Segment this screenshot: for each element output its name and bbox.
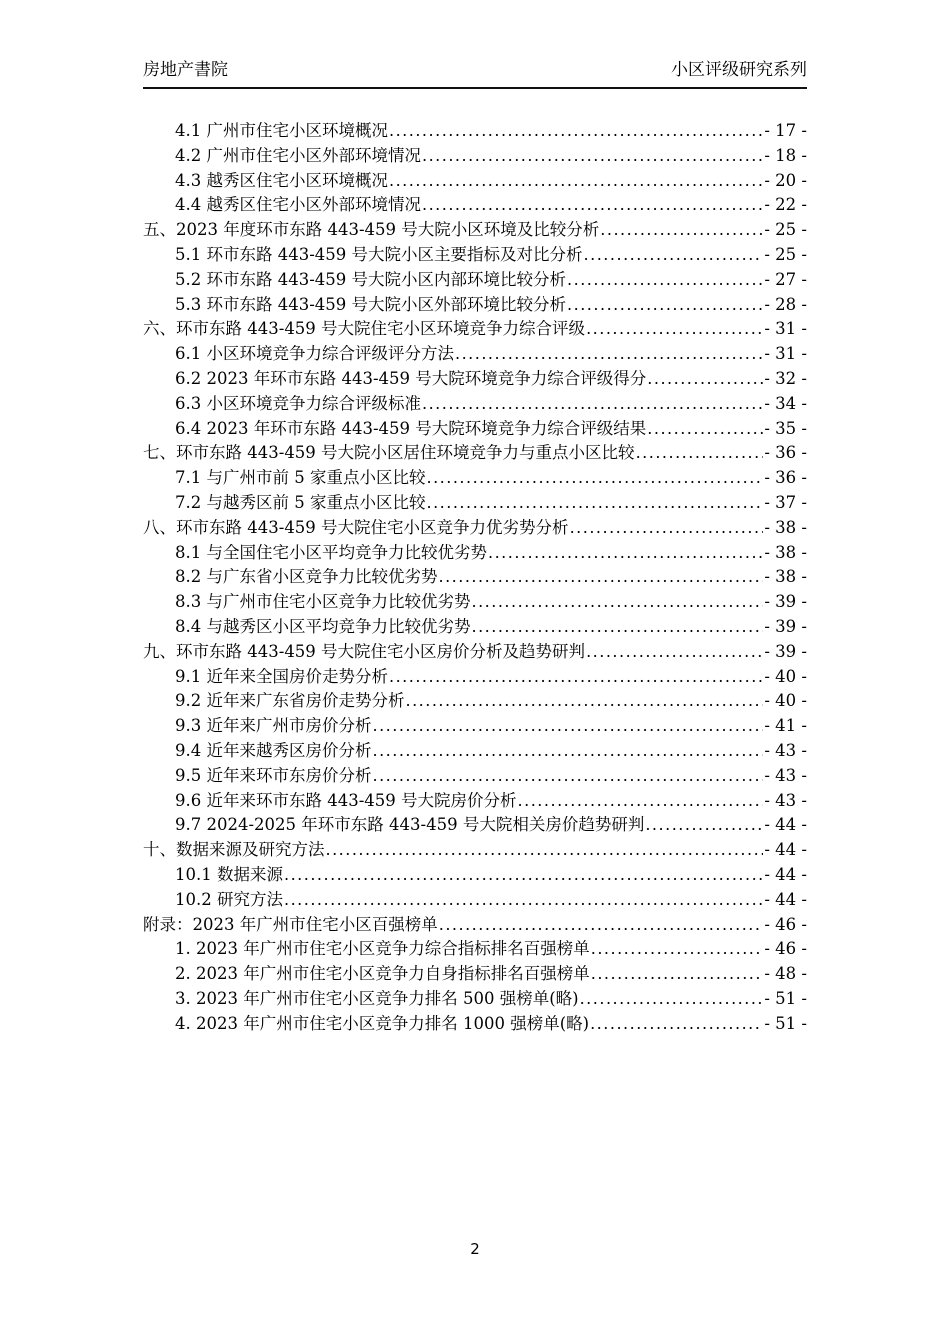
toc-entry-page: - 22 - [764, 195, 807, 215]
toc-entry[interactable] [143, 293, 807, 318]
toc-entry-title: 1. 2023 年广州市住宅小区竞争力综合指标排名百强榜单 [175, 939, 590, 959]
dot-leader [284, 863, 763, 888]
toc-entry-title: 8.3 与广州市住宅小区竞争力比较优劣势 [175, 592, 471, 612]
dot-leader [647, 417, 763, 442]
toc-entry[interactable] [143, 466, 807, 491]
toc-entry[interactable] [143, 342, 807, 367]
toc-entry-page: - 17 - [764, 121, 807, 140]
toc-entry-title: 6.4 2023 年环市东路 443-459 号大院环境竞争力综合评级结果 [175, 418, 647, 438]
toc-entry-page: - 28 - [764, 294, 807, 314]
dot-leader [488, 541, 763, 566]
dot-leader [426, 491, 763, 516]
toc-entry-title: 十、数据来源及研究方法 [143, 840, 325, 860]
dot-leader [636, 441, 764, 466]
toc-entry[interactable] [143, 590, 807, 615]
toc-entry-title: 4. 2023 年广州市住宅小区竞争力排名 1000 强榜单(略) [175, 1013, 590, 1033]
dot-leader [326, 838, 764, 863]
toc-entry[interactable] [143, 739, 807, 764]
toc-entry[interactable] [143, 218, 807, 243]
toc-entry-page: - 46 - [764, 939, 807, 959]
toc-entry-page: - 39 - [764, 641, 807, 661]
toc-entry-page: - 41 - [764, 716, 807, 736]
toc-entry[interactable] [143, 789, 807, 814]
dot-leader [389, 169, 763, 194]
toc-entry-title: 6.3 小区环境竞争力综合评级标准 [175, 393, 421, 413]
toc-entry-title: 9.4 近年来越秀区房价分析 [175, 740, 372, 760]
toc-entry-page: - 36 - [764, 443, 807, 463]
toc-entry-title: 九、环市东路 443-459 号大院住宅小区房价分析及趋势研判 [143, 641, 586, 661]
toc-entry[interactable] [143, 913, 807, 938]
dot-leader [590, 1012, 763, 1037]
toc-entry-title: 八、环市东路 443-459 号大院住宅小区竞争力优劣势分析 [143, 517, 569, 537]
toc-entry[interactable] [143, 937, 807, 962]
header-right-text: 小区评级研究系列 [671, 60, 807, 80]
toc-entry-page: - 46 - [764, 914, 807, 934]
toc-entry-title: 五、2023 年度环市东路 443-459 号大院小区环境及比较分析 [143, 220, 600, 240]
toc-entry[interactable] [143, 367, 807, 392]
dot-leader [422, 193, 763, 218]
dot-leader [439, 913, 764, 938]
toc-entry-title: 10.2 研究方法 [175, 889, 283, 909]
toc-entry-title: 4.4 越秀区住宅小区外部环境情况 [175, 195, 421, 215]
toc-entry-page: - 31 - [764, 319, 807, 339]
toc-entry-page: - 27 - [764, 269, 807, 289]
dot-leader [600, 218, 763, 243]
dot-leader [373, 739, 764, 764]
toc-entry-title: 4.2 广州市住宅小区外部环境情况 [175, 145, 421, 165]
toc-entry[interactable] [143, 863, 807, 888]
toc-entry-title: 9.6 近年来环市东路 443-459 号大院房价分析 [175, 790, 517, 810]
toc-entry-title: 4.3 越秀区住宅小区环境概况 [175, 170, 388, 190]
toc-entry-page: - 38 - [764, 517, 807, 537]
toc-entry[interactable] [143, 491, 807, 516]
toc-entry[interactable] [143, 119, 807, 144]
dot-leader [591, 962, 764, 987]
toc-entry-title: 9.5 近年来环市东房价分析 [175, 765, 372, 785]
toc-entry-title: 8.4 与越秀区小区平均竞争力比较优劣势 [175, 616, 471, 636]
toc-entry-page: - 34 - [764, 393, 807, 413]
toc-entry[interactable] [143, 640, 807, 665]
toc-entry[interactable] [143, 243, 807, 268]
page-footer [0, 1240, 950, 1258]
toc-entry[interactable] [143, 665, 807, 690]
toc-entry[interactable] [143, 1012, 807, 1037]
toc-entry-title: 六、环市东路 443-459 号大院住宅小区环境竞争力综合评级 [143, 319, 586, 339]
toc-entry-page: - 51 - [764, 1013, 807, 1033]
toc-entry-title: 5.1 环市东路 443-459 号大院小区主要指标及对比分析 [175, 244, 583, 264]
toc-entry-title: 9.2 近年来广东省房价走势分析 [175, 691, 405, 711]
toc-entry-page: - 18 - [764, 145, 807, 165]
dot-leader [284, 888, 763, 913]
toc-entry[interactable] [143, 169, 807, 194]
toc-entry-title: 4.1 广州市住宅小区环境概况 [175, 121, 388, 140]
dot-leader [472, 590, 764, 615]
dot-leader [455, 342, 763, 367]
toc-entry-page: - 44 - [764, 840, 807, 860]
toc-entry-page: - 51 - [764, 988, 807, 1008]
toc-entry-page: - 44 - [764, 864, 807, 884]
toc-entry[interactable] [143, 541, 807, 566]
dot-leader [567, 293, 763, 318]
dot-leader [439, 565, 764, 590]
toc-entry-page: - 31 - [764, 344, 807, 364]
toc-entry-title: 5.2 环市东路 443-459 号大院小区内部环境比较分析 [175, 269, 567, 289]
toc-entry-title: 9.1 近年来全国房价走势分析 [175, 666, 388, 686]
toc-entry[interactable] [143, 838, 807, 863]
dot-leader [647, 367, 763, 392]
dot-leader [591, 937, 764, 962]
dot-leader [518, 789, 764, 814]
dot-leader [570, 516, 764, 541]
toc-entry-page: - 43 - [764, 765, 807, 785]
toc-entry-title: 7.1 与广州市前 5 家重点小区比较 [175, 468, 426, 488]
toc-entry-title: 3. 2023 年广州市住宅小区竞争力排名 500 强榜单(略) [175, 988, 579, 1008]
toc-entry[interactable] [143, 317, 807, 342]
toc-entry-title: 七、环市东路 443-459 号大院小区居住环境竞争力与重点小区比较 [143, 443, 635, 463]
toc-entry[interactable] [143, 987, 807, 1012]
dot-leader [373, 714, 764, 739]
toc-entry-page: - 25 - [764, 220, 807, 240]
toc-entry[interactable] [143, 615, 807, 640]
dot-leader [406, 689, 764, 714]
toc-entry[interactable] [143, 689, 807, 714]
dot-leader [645, 813, 763, 838]
toc-entry-page: - 38 - [764, 567, 807, 587]
toc-entry-page: - 35 - [764, 418, 807, 438]
toc-entry[interactable] [143, 392, 807, 417]
toc-entry-title: 附录：2023 年广州市住宅小区百强榜单 [143, 914, 438, 934]
toc-entry-title: 6.2 2023 年环市东路 443-459 号大院环境竞争力综合评级得分 [175, 368, 647, 388]
toc-entry-page: - 36 - [764, 468, 807, 488]
toc-entry-title: 5.3 环市东路 443-459 号大院小区外部环境比较分析 [175, 294, 567, 314]
dot-leader [373, 764, 764, 789]
toc-entry[interactable] [143, 962, 807, 987]
toc-entry-page: - 37 - [764, 492, 807, 512]
toc-entry-page: - 48 - [764, 964, 807, 984]
toc-entry[interactable] [143, 714, 807, 739]
toc-entry[interactable] [143, 888, 807, 913]
toc-entry-title: 9.7 2024-2025 年环市东路 443-459 号大院相关房价趋势研判 [175, 815, 645, 835]
dot-leader [472, 615, 764, 640]
toc-entry-title: 6.1 小区环境竞争力综合评级评分方法 [175, 344, 454, 364]
toc-entry[interactable] [143, 268, 807, 293]
toc-entry-page: - 44 - [764, 889, 807, 909]
toc-entry-title: 8.1 与全国住宅小区平均竞争力比较优劣势 [175, 542, 487, 562]
toc-entry[interactable] [143, 144, 807, 169]
toc-entry-page: - 32 - [764, 368, 807, 388]
toc-entry-title: 2. 2023 年广州市住宅小区竞争力自身指标排名百强榜单 [175, 964, 590, 984]
dot-leader [426, 466, 763, 491]
toc-entry-title: 10.1 数据来源 [175, 864, 283, 884]
dot-leader [580, 987, 764, 1012]
toc-entry[interactable] [143, 441, 807, 466]
footer-page-number: 2 [470, 1240, 480, 1258]
dot-leader [584, 243, 764, 268]
dot-leader [389, 665, 763, 690]
dot-leader [567, 268, 763, 293]
dot-leader [422, 392, 763, 417]
toc-entry[interactable] [143, 764, 807, 789]
toc-entry-page: - 38 - [764, 542, 807, 562]
toc-entry-title: 7.2 与越秀区前 5 家重点小区比较 [175, 492, 426, 512]
header-left-text: 房地产書院 [143, 60, 228, 80]
toc-entry-page: - 43 - [764, 790, 807, 810]
dot-leader [586, 640, 763, 665]
toc-entry[interactable] [143, 417, 807, 442]
toc-entry-page: - 44 - [764, 815, 807, 835]
toc-entry[interactable] [143, 193, 807, 218]
toc-entry-page: - 40 - [764, 666, 807, 686]
toc-entry-page: - 39 - [764, 616, 807, 636]
toc-entry-page: - 40 - [764, 691, 807, 711]
toc-entry-title: 9.3 近年来广州市房价分析 [175, 716, 372, 736]
toc-entry-title: 8.2 与广东省小区竞争力比较优劣势 [175, 567, 438, 587]
toc-entry[interactable] [143, 565, 807, 590]
toc-entry-page: - 20 - [764, 170, 807, 190]
table-of-contents [143, 119, 807, 1036]
dot-leader [422, 144, 763, 169]
page-header [143, 58, 807, 89]
toc-entry[interactable] [143, 813, 807, 838]
toc-entry-page: - 43 - [764, 740, 807, 760]
toc-entry-page: - 25 - [764, 244, 807, 264]
toc-entry-page: - 39 - [764, 592, 807, 612]
dot-leader [389, 119, 763, 144]
dot-leader [586, 317, 763, 342]
toc-entry[interactable] [143, 516, 807, 541]
